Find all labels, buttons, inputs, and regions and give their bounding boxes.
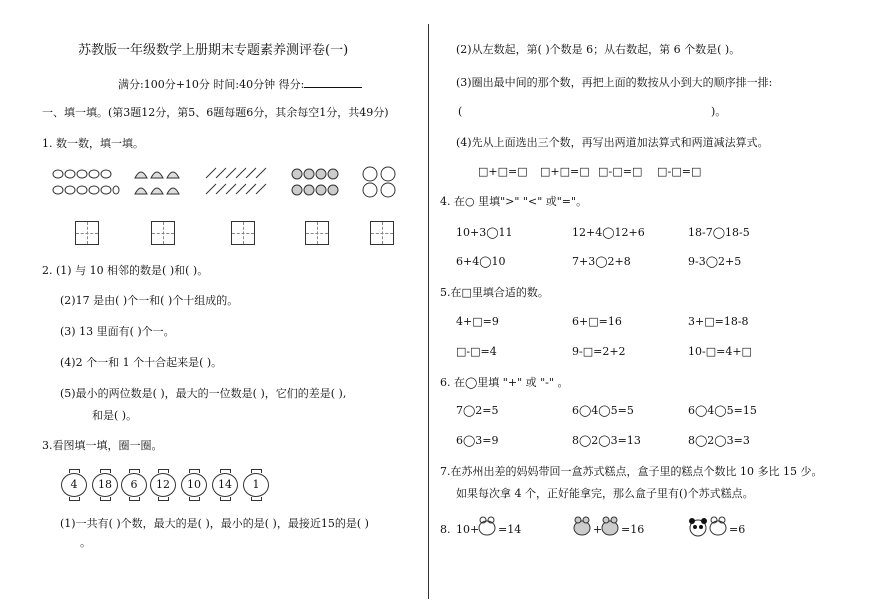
equation-blank-2[interactable]: □+□=□ (540, 165, 590, 178)
question-3: 3.看图填一填，圈一圈。 (42, 439, 163, 452)
equation-blank-4[interactable]: □-□=□ (657, 165, 702, 178)
answer-box-4[interactable] (305, 221, 329, 245)
fruit-group-icon (360, 166, 404, 198)
score-meta-text: 满分:100分+10分 时间:40分钟 得分: (118, 78, 305, 91)
q8-eq-1-left: 10+ (456, 523, 480, 536)
frog-icon (477, 515, 497, 537)
q5-item-5[interactable]: 9-□=2+2 (572, 345, 626, 358)
carrot-group-icon (52, 166, 120, 198)
question-5: 5.在□里填合适的数。 (440, 286, 549, 299)
answer-box-2[interactable] (151, 221, 175, 245)
question-3-part-3: (3)圈出最中间的那个数，再把上面的数按从小到大的顺序排一排: (456, 76, 773, 89)
q6-item-1[interactable]: 7◯2=5 (456, 404, 499, 417)
q5-item-1[interactable]: 4+□=9 (456, 315, 499, 328)
question-7-line-1: 7.在苏州出差的妈妈带回一盒苏式糕点，盒子里的糕点个数比 10 多比 15 少。 (440, 465, 823, 478)
question-2-line-6: 和是( )。 (92, 409, 138, 422)
pumpkin-group-icon (132, 166, 188, 198)
q4-item-2[interactable]: 12+4◯12+6 (572, 226, 645, 239)
question-2-line-1: 2. (1) 与 10 相邻的数是( )和( )。 (42, 264, 209, 277)
pig-icon (572, 515, 592, 537)
question-2-line-5: (5)最小的两位数是( )，最大的一位数是( )，它们的差是( ), (60, 387, 347, 400)
q5-item-3[interactable]: 3+□=18-8 (688, 315, 749, 328)
q4-item-4[interactable]: 6+4◯10 (456, 255, 506, 268)
q6-item-3[interactable]: 6◯4◯5=15 (688, 404, 757, 417)
q6-item-2[interactable]: 6◯4◯5=5 (572, 404, 634, 417)
answer-box-1[interactable] (75, 221, 99, 245)
panda-icon (688, 515, 708, 537)
question-8-label: 8. (440, 523, 451, 536)
answer-box-5[interactable] (370, 221, 394, 245)
q8-eq-1-right: =14 (498, 523, 522, 536)
pig-icon-2 (600, 515, 620, 537)
question-3-part-2: (2)从左数起，第( )个数是 6；从右数起，第 6 个数是( )。 (456, 43, 741, 56)
q4-item-3[interactable]: 18-7◯18-5 (688, 226, 750, 239)
page-title: 苏教版一年级数学上册期末专题素养测评卷(一) (78, 43, 349, 58)
q6-item-5[interactable]: 8◯2◯3=13 (572, 434, 641, 447)
question-3-part-1: (1)一共有( )个数，最大的是( )，最小的是( )，最接近15的是( ) (60, 517, 369, 530)
order-paren-close: )。 (711, 105, 727, 118)
question-7-line-2: 如果每次拿 4 个，正好能拿完，那么盒子里有()个苏式糕点。 (456, 487, 754, 500)
equation-blank-1[interactable]: □+□=□ (478, 165, 528, 178)
question-2-line-4: (4)2 个一和 1 个十合起来是( )。 (60, 356, 223, 369)
score-meta (118, 77, 362, 90)
q5-item-4[interactable]: □-□=4 (456, 345, 497, 358)
question-1: 1. 数一数，填一填。 (42, 137, 144, 150)
equation-blank-3[interactable]: □-□=□ (598, 165, 643, 178)
q8-eq-2-right: =16 (621, 523, 645, 536)
q5-item-2[interactable]: 6+□=16 (572, 315, 622, 328)
q4-item-1[interactable]: 10+3◯11 (456, 226, 513, 239)
question-3-part-1-end: 。 (80, 536, 91, 549)
lantern-4[interactable]: 12 (150, 473, 176, 497)
chicken-group-icon (291, 166, 345, 198)
q4-item-6[interactable]: 9-3◯2+5 (688, 255, 742, 268)
peach-group-icon (204, 166, 274, 198)
q5-item-6[interactable]: 10-□=4+□ (688, 345, 752, 358)
q6-item-6[interactable]: 8◯2◯3=3 (688, 434, 750, 447)
lantern-7[interactable]: 1 (243, 473, 269, 497)
frog-icon-2 (708, 515, 728, 537)
column-divider (428, 24, 429, 599)
lantern-6[interactable]: 14 (212, 473, 238, 497)
section-heading: 一、填一填。(第3题12分，第5、6题每题6分，其余每空1分，共49分) (42, 106, 389, 119)
question-2-line-2: (2)17 是由( )个一和( )个十组成的。 (60, 294, 239, 307)
q4-item-5[interactable]: 7+3◯2+8 (572, 255, 631, 268)
score-blank[interactable] (304, 77, 362, 88)
lantern-2[interactable]: 18 (92, 473, 118, 497)
answer-box-3[interactable] (231, 221, 255, 245)
q8-eq-3-right: =6 (729, 523, 746, 536)
lantern-5[interactable]: 10 (181, 473, 207, 497)
question-2-line-3: (3) 13 里面有( )个一。 (60, 325, 175, 338)
lantern-3[interactable]: 6 (121, 473, 147, 497)
q6-item-4[interactable]: 6◯3=9 (456, 434, 499, 447)
question-4: 4. 在○ 里填">" "<" 或"="。 (440, 195, 588, 208)
question-3-part-4: (4)先从上面选出三个数，再写出两道加法算式和两道减法算式。 (456, 136, 769, 149)
lantern-1[interactable]: 4 (61, 473, 87, 497)
question-6: 6. 在◯里填 "+" 或 "-" 。 (440, 376, 569, 389)
order-paren-open: ( (458, 105, 463, 118)
q8-eq-2-plus: + (593, 523, 603, 536)
